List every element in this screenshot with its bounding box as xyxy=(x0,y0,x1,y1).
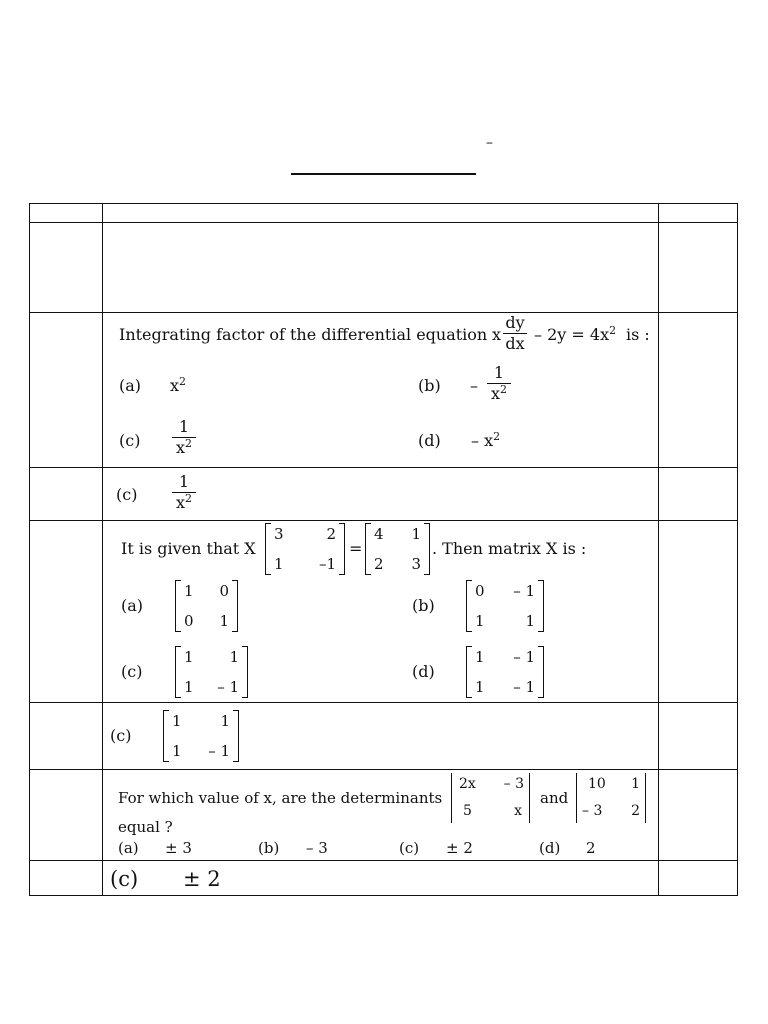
det-cell: x xyxy=(514,803,522,819)
table-border-left xyxy=(29,203,30,896)
bracket-left xyxy=(365,523,371,575)
det-cell: 5 xyxy=(463,803,472,819)
q2-matrix-left xyxy=(265,523,345,575)
a1-den xyxy=(172,494,196,512)
q3-determinant-1 xyxy=(451,773,530,823)
det-cell: 2 xyxy=(631,803,640,819)
det-cell: – 3 xyxy=(503,776,524,792)
bracket-left xyxy=(163,710,169,762)
table-col-rule xyxy=(102,203,103,896)
q3-option-b-label: (b) xyxy=(258,839,280,857)
q1-option-b-fraction xyxy=(487,364,511,403)
bracket-right xyxy=(232,580,238,632)
q1-option-b-label: (b) xyxy=(418,376,441,395)
matrix-cell: 1 xyxy=(219,612,229,630)
matrix-cell: – 1 xyxy=(513,582,535,600)
bracket-left xyxy=(175,646,181,698)
a2-matrix xyxy=(163,710,239,762)
q1-stem-mid xyxy=(534,326,616,344)
q1-dx: dx xyxy=(505,334,525,353)
det-cell: 1 xyxy=(631,776,640,792)
bracket-left xyxy=(175,580,181,632)
q1-exponent: 2 xyxy=(609,324,617,337)
q3-and: and xyxy=(540,789,569,807)
q1-option-d-label: (d) xyxy=(418,431,441,450)
q1-option-c-den xyxy=(172,439,196,457)
table-row-rule xyxy=(29,860,737,861)
q1-option-c-label: (c) xyxy=(119,431,141,450)
q1-stem-end: is : xyxy=(626,325,650,344)
q1-option-c-den-base: x xyxy=(175,438,186,457)
header-dash-mark: – xyxy=(486,135,493,151)
matrix-cell: – 1 xyxy=(513,648,535,666)
table-row-rule xyxy=(29,467,737,468)
matrix-cell: –1 xyxy=(318,555,336,573)
matrix-cell: 1 xyxy=(172,712,182,730)
bracket-left xyxy=(265,523,271,575)
matrix-cell: 1 xyxy=(220,712,230,730)
q2-stem-end: . Then matrix X is : xyxy=(432,539,587,558)
q1-option-d-base: – x xyxy=(471,431,494,450)
q1-option-a-base: x xyxy=(170,376,180,395)
bracket-right xyxy=(242,646,248,698)
q1-option-b-den-exp: 2 xyxy=(500,383,508,396)
det-cell: – 3 xyxy=(582,803,603,819)
bracket-right xyxy=(233,710,239,762)
matrix-cell: 1 xyxy=(184,582,194,600)
matrix-cell: 3 xyxy=(411,555,421,573)
table-header-rule xyxy=(29,222,737,223)
q2-option-d-matrix xyxy=(466,646,544,698)
q1-option-d-value xyxy=(471,432,500,450)
a1-num: 1 xyxy=(178,472,190,491)
matrix-cell: – 1 xyxy=(217,678,239,696)
table-border-right xyxy=(737,203,738,896)
det-bar-right xyxy=(645,773,646,823)
matrix-cell: – 1 xyxy=(513,678,535,696)
q3-determinant-2 xyxy=(576,773,646,823)
q2-option-a-label: (a) xyxy=(121,596,144,615)
det-bar-right xyxy=(529,773,530,823)
det-bar-left xyxy=(576,773,577,823)
a3-value: ± 2 xyxy=(183,867,221,891)
det-cell: 2x xyxy=(459,776,476,792)
bracket-right xyxy=(538,580,544,632)
matrix-cell: 1 xyxy=(172,742,182,760)
a1-fraction xyxy=(172,473,196,512)
bracket-left xyxy=(466,646,472,698)
q3-option-c-value: ± 2 xyxy=(446,839,473,857)
q1-option-c-den-exp: 2 xyxy=(185,437,193,450)
q3-option-c-label: (c) xyxy=(399,839,420,857)
table-border-bottom xyxy=(29,895,737,896)
table-row-rule xyxy=(29,520,737,521)
table-row-rule xyxy=(29,702,737,703)
matrix-cell: 1 xyxy=(475,648,485,666)
q1-dy-dx xyxy=(503,314,527,353)
a3-label: (c) xyxy=(110,867,139,891)
a1-den-base: x xyxy=(175,493,186,512)
q3-option-d-label: (d) xyxy=(539,839,561,857)
q2-option-c-label: (c) xyxy=(121,662,143,681)
table-border-top xyxy=(29,203,737,204)
matrix-cell: 4 xyxy=(374,525,384,543)
q2-option-c-matrix xyxy=(175,646,248,698)
matrix-cell: 3 xyxy=(274,525,284,543)
matrix-cell: 1 xyxy=(184,648,194,666)
a2-label: (c) xyxy=(110,726,132,745)
table-row-rule xyxy=(29,769,737,770)
matrix-cell: 0 xyxy=(475,582,485,600)
matrix-cell: 0 xyxy=(219,582,229,600)
q3-option-a-label: (a) xyxy=(118,839,139,857)
q1-option-b-num: 1 xyxy=(493,363,505,382)
q2-option-d-label: (d) xyxy=(412,662,435,681)
bracket-right xyxy=(424,523,430,575)
q3-option-b-value: – 3 xyxy=(306,839,328,857)
q2-stem: It is given that X xyxy=(121,539,256,558)
header-rule xyxy=(291,173,476,175)
q1-option-d-exp: 2 xyxy=(493,430,501,443)
bracket-right xyxy=(538,646,544,698)
det-cell: 10 xyxy=(588,776,606,792)
q1-option-a-label: (a) xyxy=(119,376,142,395)
q1-option-a-exp: 2 xyxy=(179,375,187,388)
q3-stem: For which value of x, are the determinants xyxy=(118,789,443,807)
det-bar-left xyxy=(451,773,452,823)
q2-option-a-matrix xyxy=(175,580,238,632)
q1-stem: Integrating factor of the differential equation xyxy=(119,325,488,344)
q1-option-c-num: 1 xyxy=(178,417,190,436)
q1-dy: dy xyxy=(505,313,525,332)
q3-stem-end: equal ? xyxy=(118,818,173,836)
table-col-rule xyxy=(658,203,659,896)
q1-x: x xyxy=(492,325,502,344)
table-row-rule xyxy=(29,312,737,313)
q3-option-d-value: 2 xyxy=(586,839,596,857)
q1-option-c-fraction xyxy=(172,418,196,457)
q3-option-a-value: ± 3 xyxy=(165,839,192,857)
matrix-cell: 0 xyxy=(184,612,194,630)
q1-stem-mid-text: – 2y = 4x xyxy=(534,325,610,344)
q2-option-b-matrix xyxy=(466,580,544,632)
bracket-right xyxy=(339,523,345,575)
q1-option-b-sign: – xyxy=(470,376,478,395)
matrix-cell: 1 xyxy=(475,612,485,630)
matrix-cell: 2 xyxy=(374,555,384,573)
matrix-cell: – 1 xyxy=(208,742,230,760)
q1-option-b-den-base: x xyxy=(490,384,501,403)
q2-option-b-label: (b) xyxy=(412,596,435,615)
q1-option-b-den xyxy=(487,385,511,403)
bracket-left xyxy=(466,580,472,632)
q1-option-a-value xyxy=(170,377,186,395)
q2-matrix-right xyxy=(365,523,430,575)
q2-equals: = xyxy=(349,539,363,558)
matrix-cell: 1 xyxy=(184,678,194,696)
a1-den-exp: 2 xyxy=(185,492,193,505)
matrix-cell: 1 xyxy=(274,555,284,573)
a1-label: (c) xyxy=(116,485,138,504)
matrix-cell: 1 xyxy=(411,525,421,543)
matrix-cell: 1 xyxy=(525,612,535,630)
matrix-cell: 2 xyxy=(326,525,336,543)
matrix-cell: 1 xyxy=(229,648,239,666)
matrix-cell: 1 xyxy=(475,678,485,696)
